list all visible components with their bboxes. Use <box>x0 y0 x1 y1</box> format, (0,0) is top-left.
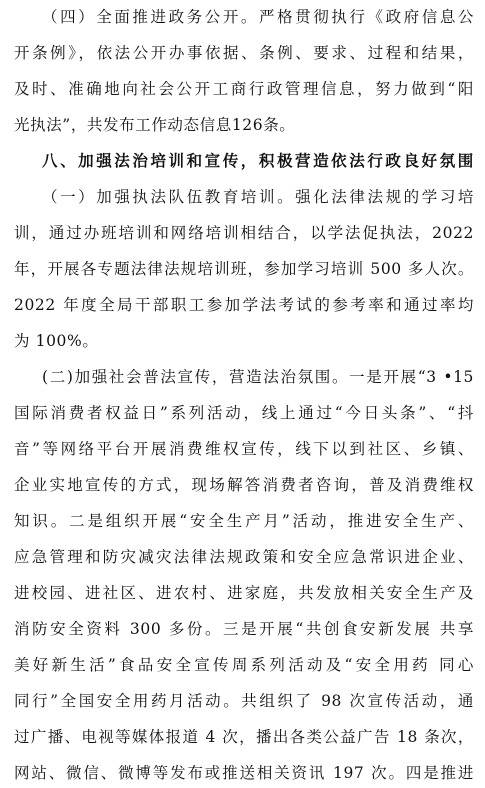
paragraph-line: 过广播、电视等媒体报道 4 次，播出各类公益广告 18 条次， <box>14 728 474 746</box>
paragraph-line: 音”等网络平台开展消费维权宣传，线下以到社区、乡镇、 <box>14 440 474 458</box>
paragraph-line: 光执法”，共发布工作动态信息126条。 <box>14 116 296 134</box>
paragraph-line: 美好新生活”食品安全宣传周系列活动及“安全用药 同心 <box>14 656 474 674</box>
paragraph-line: 消防安全资料 300 多份。三是开展“共创食安新发展 共享 <box>14 620 474 638</box>
paragraph-line: 年，开展各专题法律法规培训班，参加学习培训 500 多人次。 <box>14 260 474 278</box>
paragraph-line: 开条例》，依法公开办事依据、条例、要求、过程和结果， <box>14 44 474 62</box>
paragraph-line: （一）加强执法队伍教育培训。强化法律法规的学习培 <box>42 188 474 206</box>
paragraph-line: 知识。二是组织开展“安全生产月”活动，推进安全生产、 <box>14 512 474 530</box>
paragraph-line: （四）全面推进政务公开。严格贯彻执行《政府信息公 <box>42 8 474 26</box>
section-heading: 八、加强法治培训和宣传，积极营造依法行政良好氛围 <box>42 151 474 170</box>
paragraph-line: 企业实地宣传的方式，现场解答消费者咨询，普及消费维权 <box>14 476 474 494</box>
paragraph-line: 为 100%。 <box>14 332 99 350</box>
paragraph-line: 应急管理和防灾减灾法律法规政策和安全应急常识进企业、 <box>14 548 474 566</box>
paragraph-line: 国际消费者权益日”系列活动，线上通过“今日头条”、“抖 <box>14 404 474 422</box>
paragraph-line: 2022 年度全局干部职工参加学法考试的参考率和通过率均 <box>14 296 474 314</box>
paragraph-line: 同行”全国安全用药月活动。共组织了 98 次宣传活动，通 <box>14 692 474 710</box>
paragraph-line: 网站、微信、微博等发布或推送相关资讯 197 次。四是推进 <box>14 764 474 782</box>
paragraph-line: 进校园、进社区、进农村、进家庭，共发放相关安全生产及 <box>14 584 474 602</box>
paragraph-line: 训，通过办班培训和网络培训相结合，以学法促执法，2022 <box>14 224 474 242</box>
paragraph-line: 及时、准确地向社会公开工商行政管理信息，努力做到“阳 <box>14 80 474 98</box>
paragraph-line: (二)加强社会普法宣传，营造法治氛围。一是开展“3 •15 <box>42 368 474 386</box>
